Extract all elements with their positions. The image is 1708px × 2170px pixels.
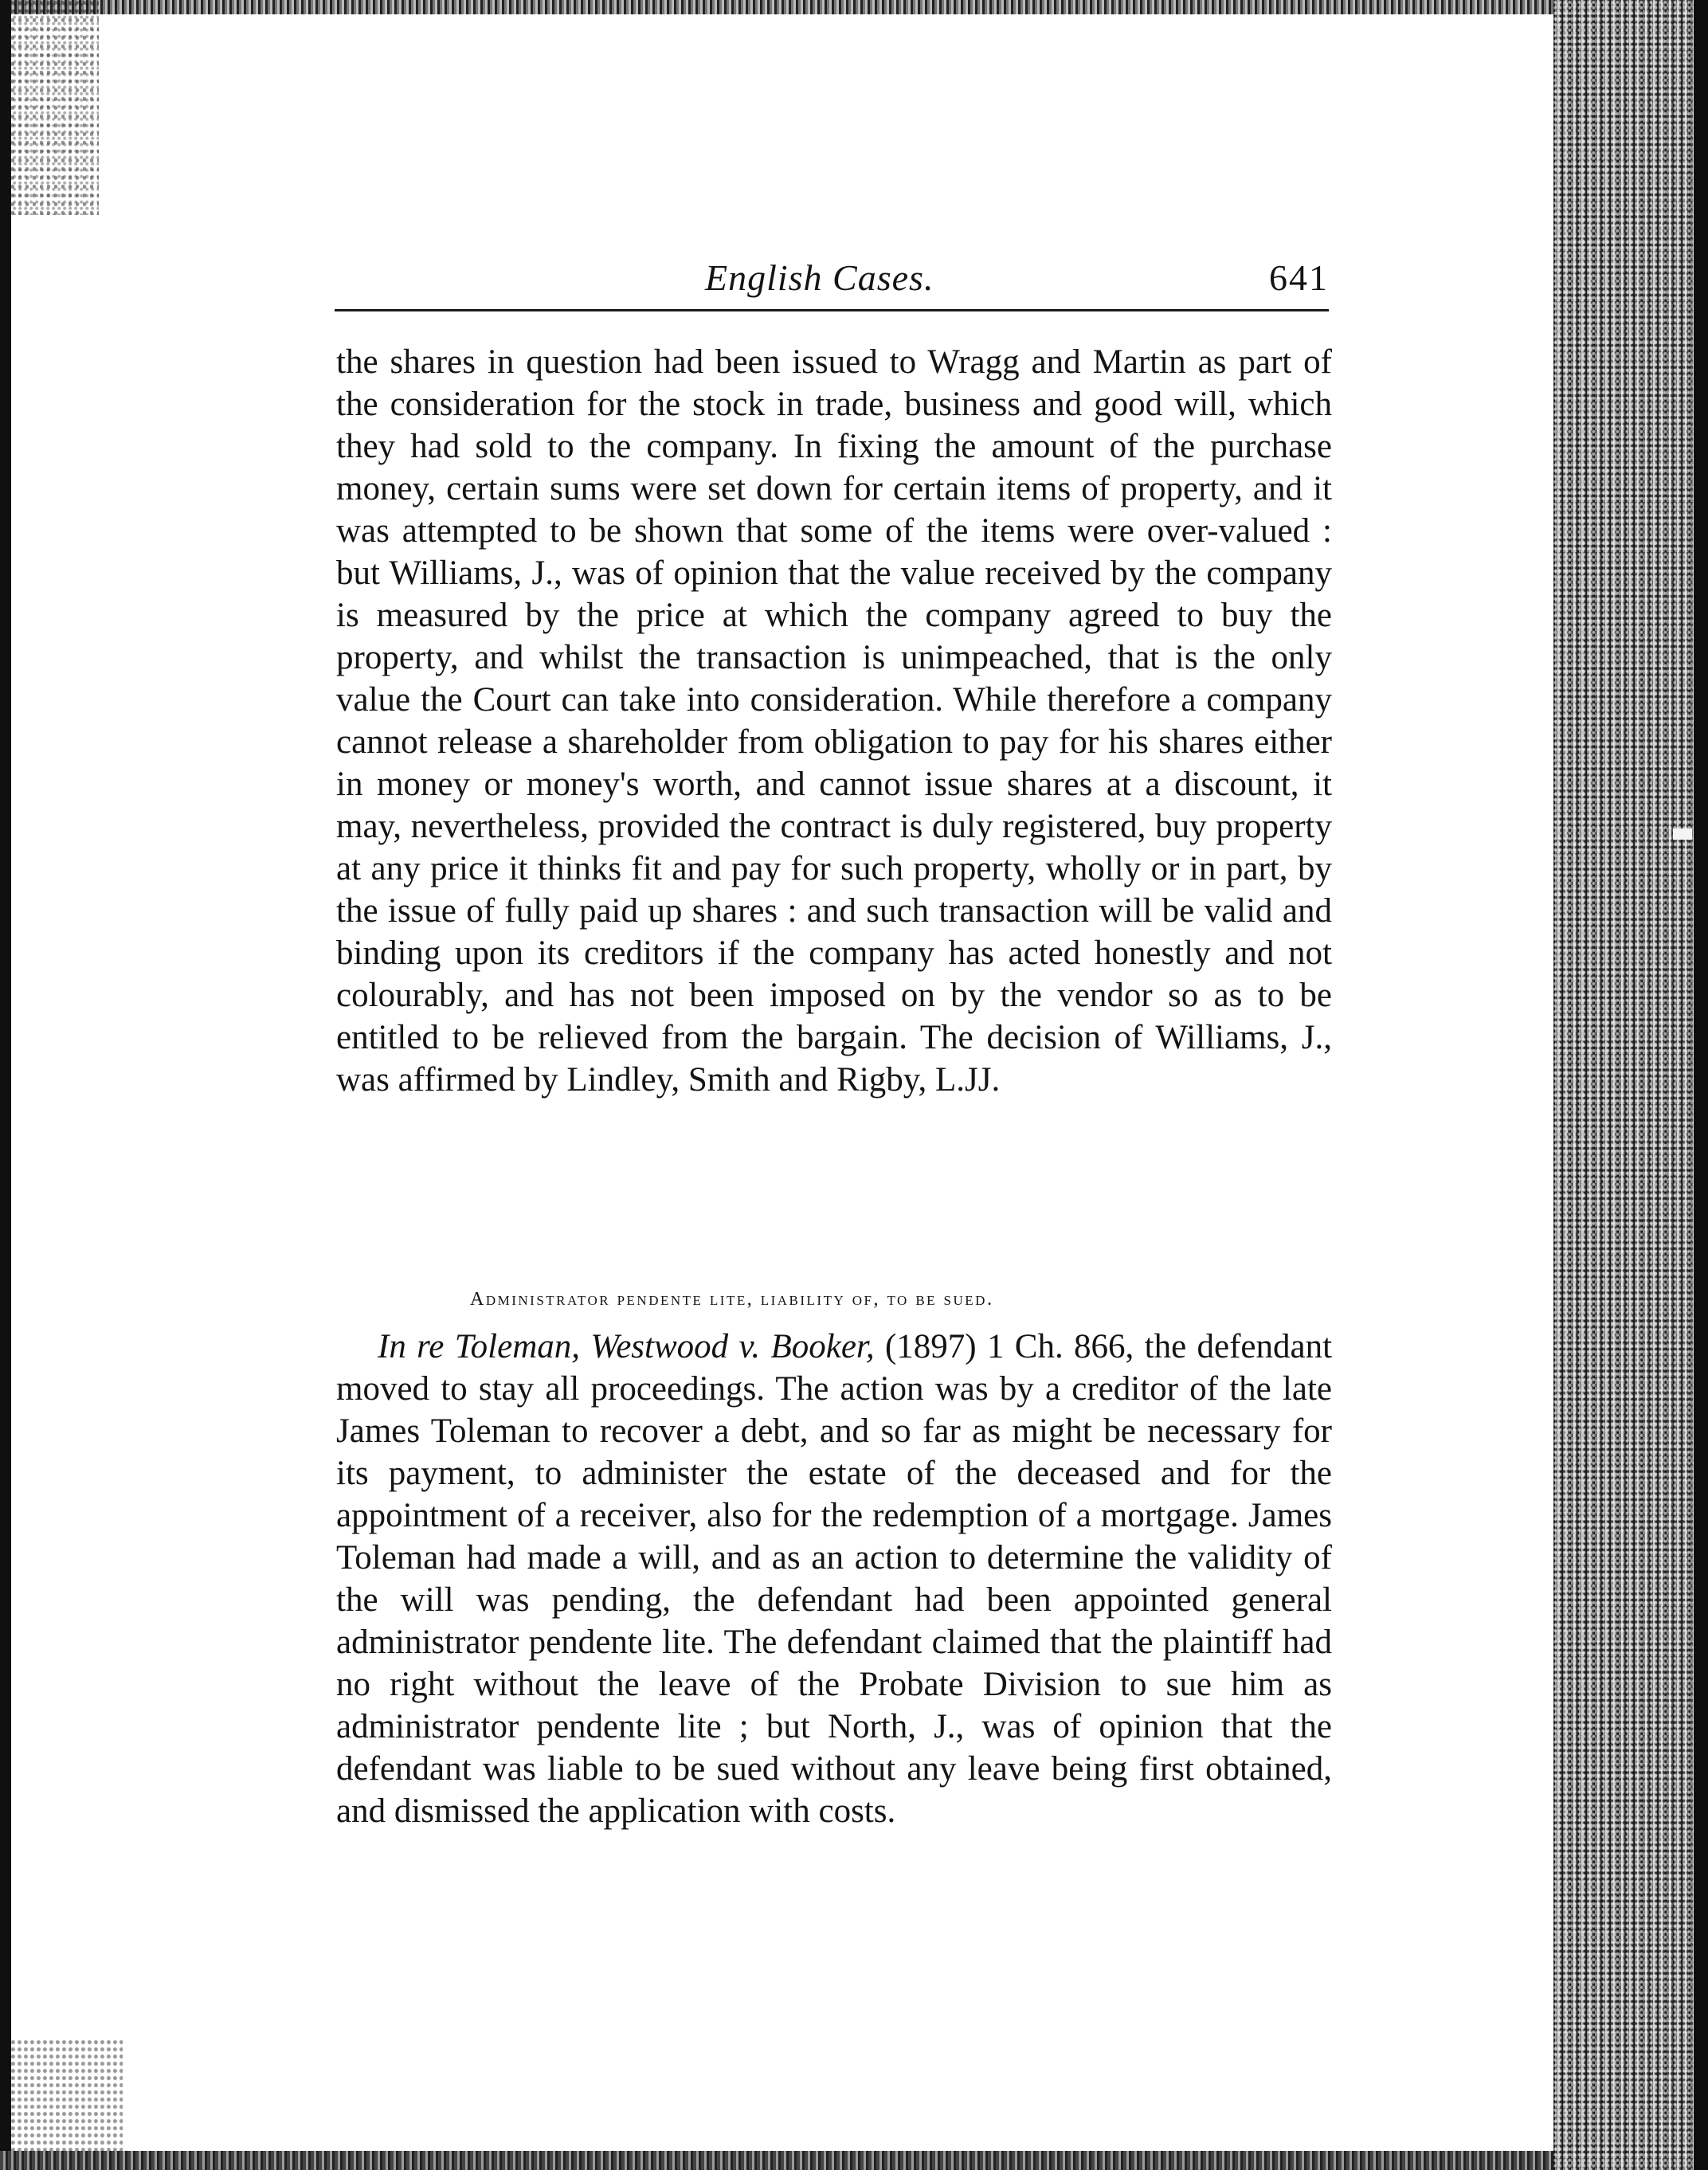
scan-noise-bottom-left bbox=[11, 2039, 123, 2151]
page-left-edge bbox=[0, 0, 11, 2170]
running-header bbox=[335, 257, 1330, 304]
body-paragraph-2 bbox=[336, 1326, 1332, 1832]
paragraph-text bbox=[336, 1326, 1332, 1832]
body-paragraph-1 bbox=[336, 341, 1332, 1101]
paragraph-body: the defendant moved to stay all proceedings. The action was by a creditor of the late James Toleman to recover a debt, and so far as might be necessary for its payment, to administer the estate of the deceased and for the appointment of a receiver, also for the redemption of a mortgage. James Toleman had made a will, and as an action to determine the validity of the will was pending, the defendant had been appointed general administrator pendente lite. The defendant claimed that the plaintiff had no right without the leave of the Probate Division to sue him as administrator pendente lite ; but North, J., was of opinion that the defendant was liable to be sued without any leave being first obtained, and dismissed the application with costs. bbox=[336, 1328, 1333, 1830]
page-number: 641 bbox=[1269, 257, 1329, 298]
page-top-edge bbox=[0, 0, 1708, 14]
page-bottom-edge bbox=[0, 2151, 1708, 2170]
running-title: English Cases. bbox=[705, 257, 934, 298]
report-reference: (1897) 1 Ch. 866, bbox=[884, 1328, 1134, 1365]
paragraph-text: the shares in question had been issued to Wragg and Martin as part of the consideration for the stock in trade, business and good will, which they had sold to the company. In fixing the amount of the purchase money, certain sums were set down for certain items of property, and it was attempted to be shown that some of the items were over-valued : but Williams, J., was of opinion that the value received by the company is measured by the price at which the company agreed to buy the property, and whilst the transaction is unimpeached, that is the only value the Court can take into consideration. While therefore a company cannot release a shareholder from obligation to pay for his shares either in money or money's worth, and cannot issue shares at a discount, it may, nevertheless, provided the contract is duly registered, buy property at any price it thinks fit and pay for such property, wholly or in part, by the issue of fully paid up shares : and such transaction will be valid and binding upon its creditors if the company has acted honestly and not colourably, and has not been imposed on by the vendor so as to be entitled to be relieved from the bargain. The decision of Williams, J., was affirmed by Lindley, Smith and Rigby, L.JJ. bbox=[336, 343, 1332, 1099]
header-rule bbox=[335, 309, 1329, 311]
case-citation: In re Toleman, Westwood v. Booker, bbox=[378, 1328, 875, 1365]
scan-noise-top-left bbox=[11, 0, 99, 215]
scan-noise-right bbox=[1553, 0, 1708, 2170]
page-edge-marker bbox=[1673, 828, 1692, 840]
section-heading: Administrator pendente lite, liability of, to be sued. bbox=[470, 1289, 994, 1310]
book-spine-edge bbox=[1694, 0, 1708, 2170]
